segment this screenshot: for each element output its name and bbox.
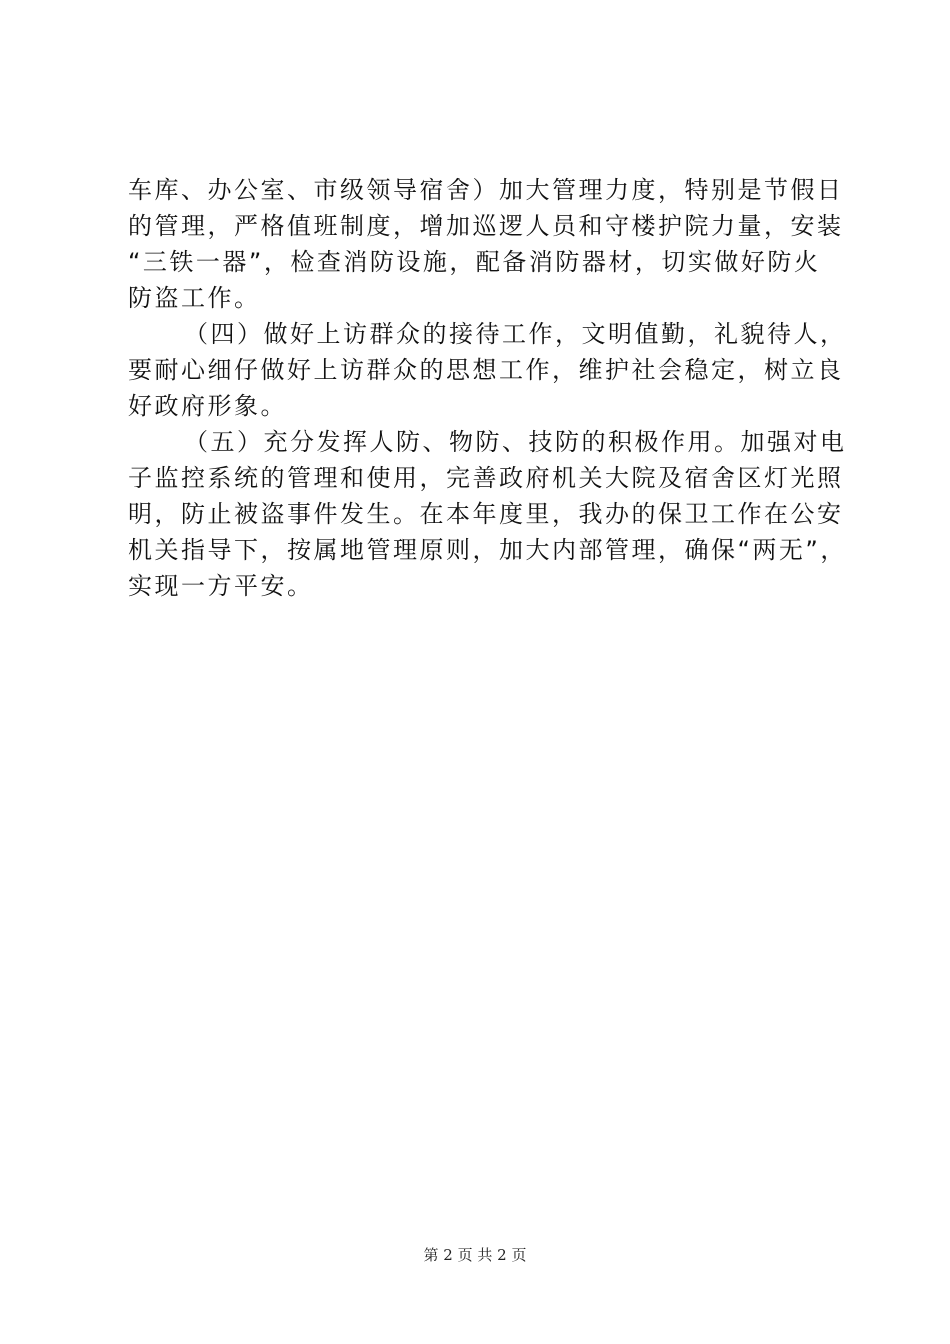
document-body [128,172,847,604]
text-line: 明，防止被盗事件发生。在本年度里，我办的保卫工作在公安 [128,500,844,528]
text-line: 好政府形象。 [128,392,287,420]
text-line: 防盗工作。 [128,284,261,312]
text-line: 要耐心细仔做好上访群众的思想工作，维护社会稳定，树立良 [128,356,844,384]
text-line: “三铁一器”，检查消防设施，配备消防器材，切实做好防火 [128,248,821,276]
paragraph-start-line: （五）充分发挥人防、物防、技防的积极作用。加强对电 [184,428,847,456]
text-line: 的管理，严格值班制度，增加巡逻人员和守楼护院力量，安装 [128,212,844,240]
page-footer [0,1245,950,1265]
text-line: 子监控系统的管理和使用，完善政府机关大院及宿舍区灯光照 [128,464,844,492]
text-line: 实现一方平安。 [128,572,314,600]
text-line: 车库、办公室、市级领导宿舍）加大管理力度，特别是节假日 [128,176,844,204]
page-number: 第 2 页 共 2 页 [423,1246,527,1264]
paragraph-start-line: （四）做好上访群众的接待工作，文明值勤，礼貌待人， [184,320,847,348]
text-line: 机关指导下，按属地管理原则，加大内部管理，确保“两无”， [128,536,847,564]
